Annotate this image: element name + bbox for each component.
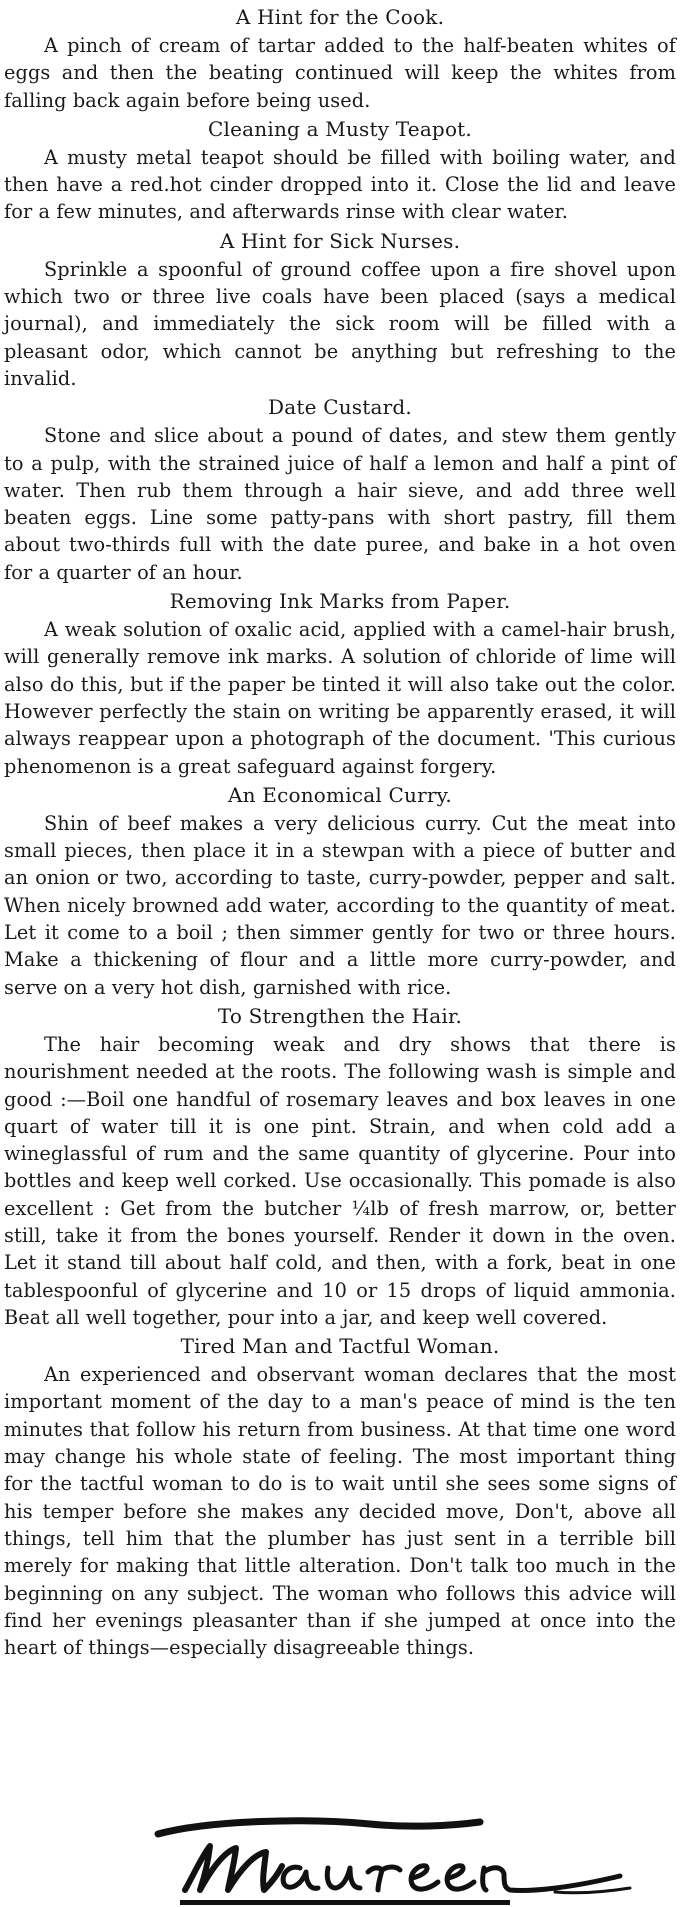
article-body: A weak solution of oxalic acid, applied with a camel-hair brush, will generally remove ink marks. A solution of chloride of lime will also do this, but if the paper be tinted it will also take out the color. However perfectly the stain on writing be apparently erased, it will always reappear upon a photograph of the document. 'This curious phenomenon is a great safeguard against forgery. — [4, 618, 676, 778]
article-body: A musty metal teapot should be filled with boiling water, and then have a red.hot cinder dropped into it. Close the lid and leave for a few minutes, and afterwards rinse with clear water. — [4, 145, 676, 224]
article-date-custard — [4, 394, 676, 586]
article-body: Sprinkle a spoonful of ground coffee upon a fire shovel upon which two or three live coals have been placed (says a medical journal), and immediately the sick room will be filled with a pleasant odor, which cannot be anything but refreshing to the invalid. — [4, 257, 676, 390]
article-body: An experienced and observant woman declares that the most important moment of the day to a man's peace of mind is the ten minutes that follow his return from business. At that time one word may change his whole state of feeling. The most important thing for the tactful woman to do is to wait until she sees some signs of his temper before she makes any decided move, Don't, above all things, tell him that the plumber has just sent in a terrible bill merely for making that little alteration. Don't talk too much in the beginning on any subject. The woman who follows this advice will find her evenings pleasanter than if she jumped at once into the heart of things—especially disagreeable things. — [4, 1363, 676, 1660]
article-body: Shin of beef makes a very delicious curry. Cut the meat into small pieces, then place it in a stewpan with a piece of butter and an onion or two, according to taste, curry-powder, pepper and salt. When nicely browned add water, according to the quantity of meat. Let it come to a boil ; then simmer gently for two or three hours. Make a thickening of flour and a little more curry-powder, and serve on a very hot dish, garnished with rice. — [4, 811, 676, 999]
article-ink-marks — [4, 588, 676, 780]
article-body: The hair becoming weak and dry shows that there is nourishment needed at the roots. The following wash is simple and good :—Boil one handful of rosemary leaves and box leaves in one quart of water till it is one pint. Strain, and when cold add a wineglassful of rum and the same quantity of glycerine. Pour into bottles and keep well corked. Use occasionally. This pomade is also excellent : Get from the butcher ¼lb of fresh marrow, or, better still, take it from the bones yourself. Render it down in the oven. Let it stand till about half cold, and then, with a fork, beat in one tablespoonful of glycerine and 10 or 15 drops of liquid ammonia. Beat all well together, pour into a jar, and keep well covered. — [4, 1032, 676, 1329]
article-tactful-woman — [4, 1333, 676, 1661]
article-title: A Hint for the Cook. — [235, 5, 445, 29]
article-cook-hint — [4, 4, 676, 114]
article-title: Tired Man and Tactful Woman. — [180, 1334, 500, 1359]
article-economical-curry — [4, 782, 676, 1001]
article-musty-teapot — [4, 116, 676, 226]
article-body: A pinch of cream of tartar added to the half-beaten whites of eggs and then the beating continued will keep the whites from falling back again before being used. — [4, 34, 676, 112]
signature-maureen — [150, 1812, 650, 1907]
article-title: To Strengthen the Hair. — [217, 1003, 463, 1028]
article-title: Removing Ink Marks from Paper. — [169, 589, 511, 614]
article-sick-nurses — [4, 228, 676, 392]
article-title: Date Custard. — [268, 395, 412, 420]
article-title: A Hint for Sick Nurses. — [219, 228, 461, 253]
article-body: Stone and slice about a pound of dates, and stew them gently to a pulp, with the strained juice of half a lemon and half a pint of water. Then rub them through a hair sieve, and add three well beaten eggs. Line some patty-pans with short pastry, fill them about two-thirds full with the date puree, and bake in a hot oven for a quarter of an hour. — [4, 424, 676, 584]
article-strengthen-hair — [4, 1003, 676, 1331]
article-title: Cleaning a Musty Teapot. — [208, 116, 472, 141]
bottom-rule — [180, 1900, 510, 1905]
article-title: An Economical Curry. — [228, 782, 452, 807]
